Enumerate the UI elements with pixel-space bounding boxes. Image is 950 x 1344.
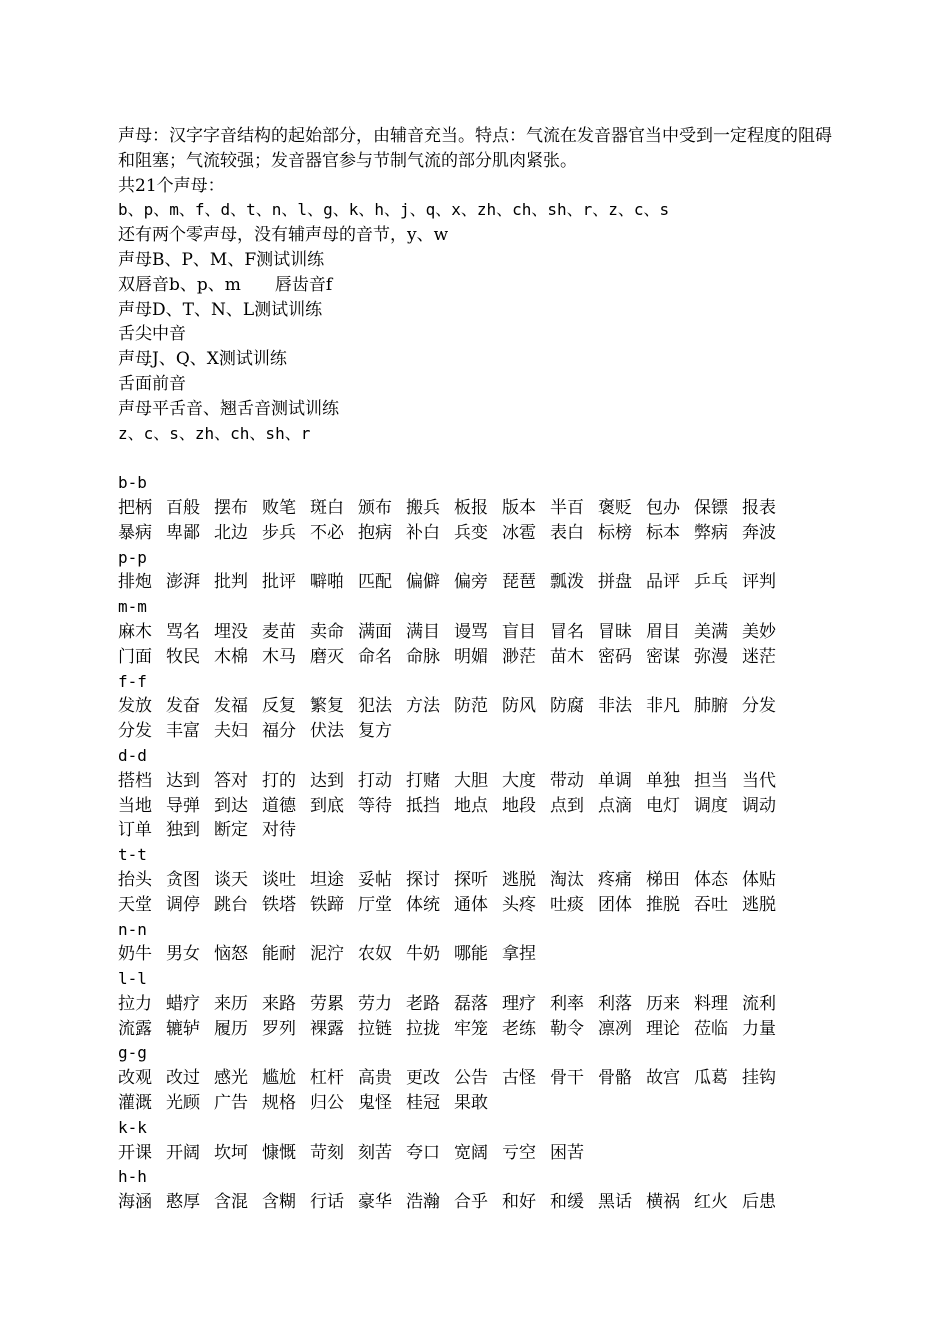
practice-word: 渺茫 <box>502 646 536 667</box>
practice-word: 调停 <box>166 894 200 915</box>
practice-word: 横祸 <box>646 1192 680 1213</box>
practice-word: 梯田 <box>646 869 680 890</box>
practice-word: 刻苦 <box>358 1142 392 1163</box>
practice-word: 豪华 <box>358 1192 392 1213</box>
practice-word: 开阔 <box>166 1142 200 1163</box>
practice-word: 报表 <box>742 497 776 518</box>
practice-word: 抵挡 <box>406 795 440 816</box>
group-label: h-h <box>118 1167 147 1187</box>
practice-word: 调度 <box>694 795 728 816</box>
practice-word: 瓢泼 <box>550 572 584 593</box>
practice-word: 头疼 <box>502 894 536 915</box>
definition-paragraph: 声母：汉字字音结构的起始部分，由辅音充当。特点：气流在发音器官当中受到一定程度的阻碍和阻塞；气流较强；发音器官参与节制气流的部分肌肉紧张。 <box>118 126 832 171</box>
practice-word: 单独 <box>646 770 680 791</box>
word-row <box>118 719 838 744</box>
practice-word: 公告 <box>454 1068 488 1089</box>
practice-word: 犯法 <box>358 696 392 717</box>
practice-word: 谈吐 <box>262 869 296 890</box>
group-label: d-d <box>118 745 147 765</box>
practice-word: 调动 <box>742 795 776 816</box>
practice-word: 眉目 <box>646 621 680 642</box>
practice-word: 骂名 <box>166 621 200 642</box>
practice-word: 料理 <box>694 993 728 1014</box>
practice-word: 拿捏 <box>502 944 536 965</box>
practice-word: 古怪 <box>502 1068 536 1089</box>
practice-word: 兵变 <box>454 522 488 543</box>
practice-word: 大度 <box>502 770 536 791</box>
practice-word: 独到 <box>166 820 200 841</box>
practice-word: 步兵 <box>262 522 296 543</box>
practice-word: 包办 <box>646 497 680 518</box>
practice-word: 吐痰 <box>550 894 584 915</box>
practice-word: 拼盘 <box>598 572 632 593</box>
practice-word: 憨厚 <box>166 1192 200 1213</box>
practice-word: 体统 <box>406 894 440 915</box>
practice-word: 败笔 <box>262 497 296 518</box>
practice-word: 规格 <box>262 1093 296 1114</box>
practice-word: 磨灭 <box>310 646 344 667</box>
practice-word: 妥帖 <box>358 869 392 890</box>
practice-word: 木棉 <box>214 646 248 667</box>
practice-word: 劳累 <box>310 993 344 1014</box>
group-label: m-m <box>118 597 147 617</box>
zero-initials-note: 还有两个零声母，没有辅声母的音节，y、w <box>118 225 449 246</box>
group-label: g-g <box>118 1043 147 1063</box>
practice-word: 防风 <box>502 696 536 717</box>
practice-word: 订单 <box>118 820 152 841</box>
practice-word: 奔波 <box>742 522 776 543</box>
practice-word: 点滴 <box>598 795 632 816</box>
practice-word: 宽阔 <box>454 1142 488 1163</box>
practice-word: 搭档 <box>118 770 152 791</box>
practice-word: 探讨 <box>406 869 440 890</box>
zcs-title: 声母平舌音、翘舌音测试训练 <box>118 398 339 419</box>
word-row <box>118 794 838 819</box>
practice-word: 冰雹 <box>502 522 536 543</box>
practice-word: 坎坷 <box>214 1142 248 1163</box>
group-label: t-t <box>118 845 147 865</box>
practice-word: 弊病 <box>694 522 728 543</box>
practice-word: 泥泞 <box>310 944 344 965</box>
practice-word: 牧民 <box>166 646 200 667</box>
practice-word: 密码 <box>598 646 632 667</box>
practice-word: 光顾 <box>166 1093 200 1114</box>
practice-word: 和好 <box>502 1192 536 1213</box>
practice-word: 丰富 <box>166 721 200 742</box>
practice-word: 澎湃 <box>166 572 200 593</box>
group-label: f-f <box>118 671 147 691</box>
practice-word: 非法 <box>598 696 632 717</box>
practice-word: 打动 <box>358 770 392 791</box>
practice-word: 发放 <box>118 696 152 717</box>
practice-word: 担当 <box>694 770 728 791</box>
practice-word: 贪图 <box>166 869 200 890</box>
word-row <box>118 496 838 521</box>
practice-word: 明媚 <box>454 646 488 667</box>
practice-word: 农奴 <box>358 944 392 965</box>
practice-word: 来路 <box>262 993 296 1014</box>
practice-word: 改过 <box>166 1068 200 1089</box>
practice-word: 福分 <box>262 721 296 742</box>
practice-word: 拉力 <box>118 993 152 1014</box>
word-row <box>118 1190 838 1215</box>
practice-word: 蜡疗 <box>166 993 200 1014</box>
word-row <box>118 694 838 719</box>
bpmf-title: 声母B、P、M、F测试训练 <box>118 249 325 270</box>
jqx-title: 声母J、Q、X测试训练 <box>118 349 287 370</box>
word-row <box>118 620 838 645</box>
practice-word: 卑鄙 <box>166 522 200 543</box>
practice-word: 冒昧 <box>598 621 632 642</box>
practice-word: 埋没 <box>214 621 248 642</box>
practice-word: 斑白 <box>310 497 344 518</box>
practice-word: 逃脱 <box>502 869 536 890</box>
practice-word: 红火 <box>694 1192 728 1213</box>
practice-word: 劳力 <box>358 993 392 1014</box>
practice-word: 标本 <box>646 522 680 543</box>
practice-word: 体贴 <box>742 869 776 890</box>
practice-word: 到达 <box>214 795 248 816</box>
practice-word: 夸口 <box>406 1142 440 1163</box>
practice-word: 海涵 <box>118 1192 152 1213</box>
practice-word: 复方 <box>358 721 392 742</box>
practice-word: 行话 <box>310 1192 344 1213</box>
practice-word: 灌溉 <box>118 1093 152 1114</box>
practice-word: 改观 <box>118 1068 152 1089</box>
practice-word: 逃脱 <box>742 894 776 915</box>
practice-word: 北边 <box>214 522 248 543</box>
word-row <box>118 1066 838 1091</box>
practice-word: 莅临 <box>694 1018 728 1039</box>
practice-word: 拉拢 <box>406 1018 440 1039</box>
word-row <box>118 521 838 546</box>
practice-word: 麻木 <box>118 621 152 642</box>
practice-word: 颁布 <box>358 497 392 518</box>
practice-word: 故宫 <box>646 1068 680 1089</box>
practice-word: 保镖 <box>694 497 728 518</box>
practice-word: 达到 <box>310 770 344 791</box>
practice-word: 果敢 <box>454 1093 488 1114</box>
document-page <box>118 124 838 1215</box>
practice-word: 盲目 <box>502 621 536 642</box>
group-label: p-p <box>118 547 147 567</box>
practice-word: 带动 <box>550 770 584 791</box>
group-label: l-l <box>118 969 147 989</box>
practice-word: 天堂 <box>118 894 152 915</box>
practice-word: 答对 <box>214 770 248 791</box>
practice-word: 恼怒 <box>214 944 248 965</box>
practice-word: 当代 <box>742 770 776 791</box>
practice-word: 分发 <box>118 721 152 742</box>
practice-word: 木马 <box>262 646 296 667</box>
practice-word: 评判 <box>742 572 776 593</box>
practice-word: 乒乓 <box>694 572 728 593</box>
practice-word: 慷慨 <box>262 1142 296 1163</box>
practice-word: 褒贬 <box>598 497 632 518</box>
practice-word: 奶牛 <box>118 944 152 965</box>
practice-word: 推脱 <box>646 894 680 915</box>
practice-word: 美妙 <box>742 621 776 642</box>
practice-word: 命名 <box>358 646 392 667</box>
practice-word: 亏空 <box>502 1142 536 1163</box>
practice-word: 标榜 <box>598 522 632 543</box>
practice-word: 归公 <box>310 1093 344 1114</box>
practice-word: 电灯 <box>646 795 680 816</box>
practice-word: 摆布 <box>214 497 248 518</box>
practice-word: 能耐 <box>262 944 296 965</box>
practice-word: 命脉 <box>406 646 440 667</box>
practice-word: 暴病 <box>118 522 152 543</box>
practice-word: 磊落 <box>454 993 488 1014</box>
word-row <box>118 1017 838 1042</box>
word-row <box>118 570 838 595</box>
dtnl-title: 声母D、T、N、L测试训练 <box>118 299 323 320</box>
practice-word: 拉链 <box>358 1018 392 1039</box>
practice-word: 版本 <box>502 497 536 518</box>
practice-word: 骨干 <box>550 1068 584 1089</box>
practice-word: 表白 <box>550 522 584 543</box>
practice-word: 卖命 <box>310 621 344 642</box>
practice-word: 利率 <box>550 993 584 1014</box>
jqx-note: 舌面前音 <box>118 373 186 394</box>
practice-word: 罗列 <box>262 1018 296 1039</box>
practice-word: 等待 <box>358 795 392 816</box>
practice-word: 吞吐 <box>694 894 728 915</box>
practice-word: 板报 <box>454 497 488 518</box>
practice-word: 凛冽 <box>598 1018 632 1039</box>
bpmf-note: 双唇音b、p、m 唇齿音f <box>118 274 333 295</box>
practice-word: 百般 <box>166 497 200 518</box>
practice-word: 裸露 <box>310 1018 344 1039</box>
practice-word: 后患 <box>742 1192 776 1213</box>
practice-word: 抬头 <box>118 869 152 890</box>
practice-word: 和缓 <box>550 1192 584 1213</box>
practice-word: 地段 <box>502 795 536 816</box>
practice-word: 体态 <box>694 869 728 890</box>
practice-word: 达到 <box>166 770 200 791</box>
practice-word: 勒令 <box>550 1018 584 1039</box>
practice-word: 发福 <box>214 696 248 717</box>
practice-word: 通体 <box>454 894 488 915</box>
practice-word: 夫妇 <box>214 721 248 742</box>
practice-word: 非凡 <box>646 696 680 717</box>
practice-word: 困苦 <box>550 1142 584 1163</box>
practice-word: 瓜葛 <box>694 1068 728 1089</box>
practice-word: 批判 <box>214 572 248 593</box>
practice-word: 浩瀚 <box>406 1192 440 1213</box>
practice-word: 淘汰 <box>550 869 584 890</box>
practice-word: 老练 <box>502 1018 536 1039</box>
practice-word: 流利 <box>742 993 776 1014</box>
practice-word: 谩骂 <box>454 621 488 642</box>
practice-word: 搬兵 <box>406 497 440 518</box>
practice-word: 肺腑 <box>694 696 728 717</box>
practice-word: 把柄 <box>118 497 152 518</box>
practice-word: 繁复 <box>310 696 344 717</box>
practice-word: 品评 <box>646 572 680 593</box>
practice-word: 琵琶 <box>502 572 536 593</box>
practice-word: 牛奶 <box>406 944 440 965</box>
practice-word: 老路 <box>406 993 440 1014</box>
practice-word: 含混 <box>214 1192 248 1213</box>
initials-list: b、p、m、f、d、t、n、l、g、k、h、j、q、x、zh、ch、sh、r、z、c、s <box>118 200 670 220</box>
practice-word: 历来 <box>646 993 680 1014</box>
practice-word: 力量 <box>742 1018 776 1039</box>
practice-word: 高贵 <box>358 1068 392 1089</box>
spacer <box>118 446 838 471</box>
practice-word: 发奋 <box>166 696 200 717</box>
practice-word: 地点 <box>454 795 488 816</box>
group-label: k-k <box>118 1117 147 1137</box>
practice-word: 男女 <box>166 944 200 965</box>
practice-word: 到底 <box>310 795 344 816</box>
practice-word: 方法 <box>406 696 440 717</box>
dtnl-note: 舌尖中音 <box>118 324 186 345</box>
practice-word: 苗木 <box>550 646 584 667</box>
practice-word: 铁蹄 <box>310 894 344 915</box>
practice-word: 更改 <box>406 1068 440 1089</box>
practice-word: 广告 <box>214 1093 248 1114</box>
group-label: n-n <box>118 919 147 939</box>
practice-word: 批评 <box>262 572 296 593</box>
practice-word: 抱病 <box>358 522 392 543</box>
practice-word: 美满 <box>694 621 728 642</box>
practice-word: 麦苗 <box>262 621 296 642</box>
practice-word: 匹配 <box>358 572 392 593</box>
practice-word: 辘轳 <box>166 1018 200 1039</box>
practice-word: 当地 <box>118 795 152 816</box>
practice-word: 哪能 <box>454 944 488 965</box>
practice-word: 噼啪 <box>310 572 344 593</box>
practice-word: 密谋 <box>646 646 680 667</box>
practice-word: 牢笼 <box>454 1018 488 1039</box>
practice-word: 跳台 <box>214 894 248 915</box>
practice-word: 利落 <box>598 993 632 1014</box>
zcs-list: z、c、s、zh、ch、sh、r <box>118 423 311 443</box>
word-row <box>118 992 838 1017</box>
practice-word: 门面 <box>118 646 152 667</box>
practice-word: 厅堂 <box>358 894 392 915</box>
practice-word: 黑话 <box>598 1192 632 1213</box>
practice-word: 桂冠 <box>406 1093 440 1114</box>
practice-word: 防腐 <box>550 696 584 717</box>
practice-word: 铁塔 <box>262 894 296 915</box>
practice-word: 履历 <box>214 1018 248 1039</box>
practice-word: 挂钩 <box>742 1068 776 1089</box>
practice-word: 鬼怪 <box>358 1093 392 1114</box>
practice-word: 探听 <box>454 869 488 890</box>
practice-word: 满目 <box>406 621 440 642</box>
group-label: b-b <box>118 473 147 493</box>
word-row <box>118 818 838 843</box>
practice-word: 坦途 <box>310 869 344 890</box>
practice-word: 大胆 <box>454 770 488 791</box>
practice-word: 合乎 <box>454 1192 488 1213</box>
practice-word: 导弹 <box>166 795 200 816</box>
practice-word: 对待 <box>262 820 296 841</box>
practice-word: 打的 <box>262 770 296 791</box>
word-row <box>118 942 838 967</box>
practice-word: 半百 <box>550 497 584 518</box>
practice-word: 苛刻 <box>310 1142 344 1163</box>
practice-word: 含糊 <box>262 1192 296 1213</box>
practice-word: 谈天 <box>214 869 248 890</box>
practice-word: 感光 <box>214 1068 248 1089</box>
practice-word: 防范 <box>454 696 488 717</box>
practice-word: 迷茫 <box>742 646 776 667</box>
practice-word: 来历 <box>214 993 248 1014</box>
practice-word: 偏僻 <box>406 572 440 593</box>
practice-word: 伏法 <box>310 721 344 742</box>
practice-word: 团体 <box>598 894 632 915</box>
practice-word: 杠杆 <box>310 1068 344 1089</box>
practice-word: 单调 <box>598 770 632 791</box>
word-row <box>118 769 838 794</box>
practice-word: 理论 <box>646 1018 680 1039</box>
practice-groups <box>118 471 838 1215</box>
word-row <box>118 1141 838 1166</box>
word-row <box>118 868 838 893</box>
practice-word: 道德 <box>262 795 296 816</box>
practice-word: 满面 <box>358 621 392 642</box>
word-row <box>118 1091 838 1116</box>
practice-word: 偏旁 <box>454 572 488 593</box>
practice-word: 排炮 <box>118 572 152 593</box>
practice-word: 开课 <box>118 1142 152 1163</box>
practice-word: 不必 <box>310 522 344 543</box>
practice-word: 分发 <box>742 696 776 717</box>
practice-word: 尴尬 <box>262 1068 296 1089</box>
practice-word: 反复 <box>262 696 296 717</box>
word-row <box>118 893 838 918</box>
practice-word: 弥漫 <box>694 646 728 667</box>
word-row <box>118 645 838 670</box>
practice-word: 疼痛 <box>598 869 632 890</box>
practice-word: 冒名 <box>550 621 584 642</box>
practice-word: 打赌 <box>406 770 440 791</box>
practice-word: 流露 <box>118 1018 152 1039</box>
practice-word: 理疗 <box>502 993 536 1014</box>
practice-word: 补白 <box>406 522 440 543</box>
practice-word: 断定 <box>214 820 248 841</box>
practice-word: 点到 <box>550 795 584 816</box>
initials-count: 共21个声母： <box>118 175 225 196</box>
practice-word: 骨骼 <box>598 1068 632 1089</box>
